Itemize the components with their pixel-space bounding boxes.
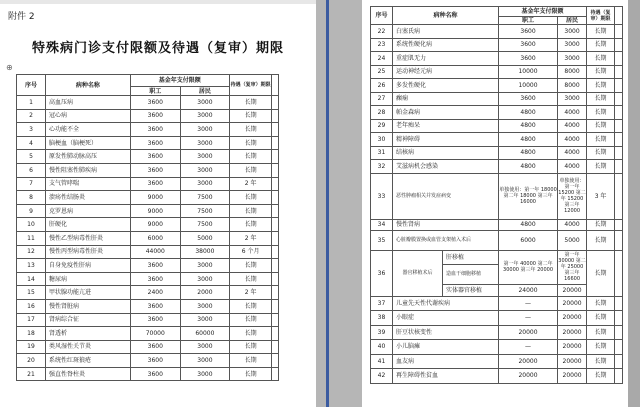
- row-seq: 20: [17, 354, 46, 368]
- row-disease: 运动神经元病: [393, 65, 499, 79]
- row-period: 长期: [229, 123, 271, 137]
- row-period: 长期: [587, 133, 615, 147]
- table-row: [371, 296, 623, 311]
- header-period: 待遇（复审）期限: [229, 75, 271, 96]
- row-resident: 3000: [180, 177, 229, 191]
- row-period: 长期: [587, 38, 615, 52]
- row-period: 长期: [587, 79, 615, 93]
- row-worker: 3600: [130, 367, 180, 381]
- row-resident: 20000: [558, 340, 587, 355]
- row-seq: 37: [371, 296, 393, 311]
- row-seq: 27: [371, 92, 393, 106]
- row-disease: 强直性脊柱炎: [45, 367, 130, 381]
- row-worker: 24000: [499, 284, 558, 296]
- row-seq: 13: [17, 259, 46, 273]
- row-disease: 重症肌无力: [393, 52, 499, 66]
- row-disease: 肾病综合征: [45, 313, 130, 327]
- table-row: [371, 133, 623, 147]
- table-row: [17, 367, 279, 381]
- row-disease: 高血压病: [45, 96, 130, 110]
- row-seq: 16: [17, 299, 46, 313]
- row-resident: 2000: [180, 286, 229, 300]
- row-disease: 支气管哮喘: [45, 177, 130, 191]
- row-worker: 第一年 40000 第二年 30000 第三年 20000: [499, 250, 558, 284]
- row-seq: 11: [17, 231, 46, 245]
- row-resident: 3000: [180, 163, 229, 177]
- row-resident: 4000: [558, 219, 587, 230]
- row-disease: 小眼症: [393, 311, 499, 326]
- row-period: 长期: [229, 299, 271, 313]
- table-row: [371, 65, 623, 79]
- row-disease: 自身免疫性肝病: [45, 259, 130, 273]
- row-period: 长期: [587, 219, 615, 230]
- row-resident: 3000: [180, 259, 229, 273]
- row-seq: 38: [371, 311, 393, 326]
- row-seq: 29: [371, 119, 393, 133]
- row-worker: 20000: [499, 369, 558, 384]
- row-worker: 20000: [499, 354, 558, 369]
- row-period: 长期: [229, 367, 271, 381]
- row-seq: 22: [371, 25, 393, 39]
- row-seq: 30: [371, 133, 393, 147]
- table-row: [371, 79, 623, 93]
- row-period: 长期: [587, 160, 615, 174]
- table-row: [17, 96, 279, 110]
- row-disease: 甲状腺功能亢进: [45, 286, 130, 300]
- row-seq: 32: [371, 160, 393, 174]
- row-disease: 脑梗血（脑梗死）: [45, 136, 130, 150]
- row-seq: 12: [17, 245, 46, 259]
- header-resident: 居民: [180, 87, 229, 96]
- row-disease: 精神障碍: [393, 133, 499, 147]
- row-worker: 3600: [130, 136, 180, 150]
- row-worker: 3600: [130, 354, 180, 368]
- row-period: 长期: [587, 354, 615, 369]
- page-ruler: [0, 0, 316, 4]
- row-worker: —: [499, 340, 558, 355]
- row-disease: 血友病: [393, 354, 499, 369]
- row-disease: 帕金森病: [393, 106, 499, 120]
- table-row: [371, 92, 623, 106]
- row-period: 6 个月: [229, 245, 271, 259]
- table-row: [17, 177, 279, 191]
- row-period: 长期: [229, 163, 271, 177]
- row-resident: 3000: [180, 272, 229, 286]
- row-period: 长期: [229, 96, 271, 110]
- row-worker: 20000: [499, 325, 558, 340]
- row-seq: 19: [17, 340, 46, 354]
- row-seq: 17: [17, 313, 46, 327]
- row-disease: 类风湿性关节炎: [45, 340, 130, 354]
- row-worker: 3600: [130, 313, 180, 327]
- row-seq: 14: [17, 272, 46, 286]
- row-resident: 4000: [558, 106, 587, 120]
- row-seq: 24: [371, 52, 393, 66]
- row-worker: 3600: [130, 177, 180, 191]
- table-row: [17, 218, 279, 232]
- table-row: [17, 299, 279, 313]
- row-period: 3 年: [587, 173, 615, 219]
- row-worker: 9000: [130, 204, 180, 218]
- row-seq: 18: [17, 327, 46, 341]
- row-disease: 老年痴呆: [393, 119, 499, 133]
- row-resident: 8000: [558, 65, 587, 79]
- row-resident: 20000: [558, 325, 587, 340]
- row-disease: 儿童先天性代谢疾病: [393, 296, 499, 311]
- row-resident: 3000: [558, 38, 587, 52]
- row-resident: 3000: [180, 136, 229, 150]
- row-seq: 23: [371, 38, 393, 52]
- table-row: [371, 52, 623, 66]
- table-row: [17, 354, 279, 368]
- table-row: [371, 354, 623, 369]
- row-disease: 慢性乙型病毒性肝炎: [45, 231, 130, 245]
- row-resident: 20000: [558, 354, 587, 369]
- row-worker: 6000: [499, 230, 558, 250]
- row-period: 长期: [229, 150, 271, 164]
- row-seq: 33: [371, 173, 393, 219]
- header-seq: 序号: [17, 75, 46, 96]
- row-worker: 4800: [499, 119, 558, 133]
- header-seq: 序号: [371, 7, 393, 25]
- row-period: 长期: [587, 311, 615, 326]
- table-row: [17, 245, 279, 259]
- row-period: 长期: [229, 354, 271, 368]
- row-resident: 20000: [558, 284, 587, 296]
- table-row: [17, 313, 279, 327]
- row-disease: 小儿脑瘫: [393, 340, 499, 355]
- row-seq: 15: [17, 286, 46, 300]
- row-resident: 38000: [180, 245, 229, 259]
- row-disease: 艾滋病机会感染: [393, 160, 499, 174]
- row-period: 长期: [587, 65, 615, 79]
- row-worker: 6000: [130, 231, 180, 245]
- table-row: [371, 146, 623, 160]
- row-resident: 3000: [180, 123, 229, 137]
- row-seq: 2: [17, 109, 46, 123]
- row-disease: 慢性阻塞性肺疾病: [45, 163, 130, 177]
- row-worker: 4800: [499, 133, 558, 147]
- row-disease: 器官移植术后: [393, 250, 443, 296]
- row-resident: 20000: [558, 311, 587, 326]
- table-row: [17, 340, 279, 354]
- row-period: 长期: [587, 369, 615, 384]
- row-resident: 第一年 30000 第二年 25000 第三年 16600: [558, 252, 586, 282]
- row-resident: 3000: [180, 367, 229, 381]
- row-seq: 36: [371, 250, 393, 296]
- row-disease: 心功能不全: [45, 123, 130, 137]
- row-period: 长期: [587, 92, 615, 106]
- row-period: 长期: [587, 106, 615, 120]
- row-resident: 4000: [558, 119, 587, 133]
- row-period: 长期: [229, 218, 271, 232]
- table-row: [17, 259, 279, 273]
- header-disease: 病种名称: [393, 7, 499, 25]
- row-resident: 3000: [558, 52, 587, 66]
- row-disease: 结核病: [393, 146, 499, 160]
- row-disease: 多发性硬化: [393, 79, 499, 93]
- table-row: [17, 191, 279, 205]
- row-seq: 1: [17, 96, 46, 110]
- row-disease: 心脏瓣膜置换或血管支架植入术后: [393, 230, 499, 250]
- row-period: 长期: [587, 325, 615, 340]
- table-row: [17, 327, 279, 341]
- table-row: [17, 109, 279, 123]
- row-period: 长期: [229, 109, 271, 123]
- row-seq: 35: [371, 230, 393, 250]
- row-seq: 40: [371, 340, 393, 355]
- row-worker: 4800: [499, 160, 558, 174]
- row-seq: 26: [371, 79, 393, 93]
- row-disease: 克罗恩病: [45, 204, 130, 218]
- row-worker: 9000: [130, 191, 180, 205]
- row-resident: 8000: [558, 79, 587, 93]
- table-row: [371, 250, 623, 264]
- row-disease: 白塞氏病: [393, 25, 499, 39]
- row-worker: 单独使用：第一年 18000 第二年 18000 第三年 16000: [499, 173, 558, 219]
- row-period: 长期: [587, 250, 615, 296]
- table-row: [371, 160, 623, 174]
- row-period: 长期: [587, 296, 615, 311]
- row-disease: 再生障碍性贫血: [393, 369, 499, 384]
- row-resident: 5000: [180, 231, 229, 245]
- row-resident: 7500: [180, 218, 229, 232]
- row-worker: 70000: [130, 327, 180, 341]
- table-row: [17, 286, 279, 300]
- header-worker: 职工: [499, 17, 558, 25]
- row-resident: 3000: [180, 313, 229, 327]
- row-worker: 3600: [130, 340, 180, 354]
- row-period: 长期: [229, 327, 271, 341]
- row-worker: 10000: [499, 65, 558, 79]
- row-worker: 3600: [130, 109, 180, 123]
- row-resident: 3000: [180, 96, 229, 110]
- row-resident: 3000: [180, 109, 229, 123]
- document-page-left: [0, 0, 316, 407]
- limits-table-left: [16, 74, 279, 381]
- row-resident: 7500: [180, 204, 229, 218]
- row-period: 长期: [587, 340, 615, 355]
- row-subtype: 造血干细胞移植: [443, 264, 499, 284]
- header-fund: 基金年支付限额: [499, 7, 587, 17]
- row-resident: 20000: [558, 369, 587, 384]
- page-separator: [326, 0, 329, 407]
- row-period: 2 年: [229, 286, 271, 300]
- row-resident: 4000: [558, 160, 587, 174]
- row-period: 长期: [587, 230, 615, 250]
- row-worker: 3600: [499, 25, 558, 39]
- row-period: 长期: [229, 313, 271, 327]
- row-disease: 冠心病: [45, 109, 130, 123]
- table-row: [371, 369, 623, 384]
- row-resident: 单独使用：第一年 15200 第二年 15200 第三年 12000: [558, 173, 587, 219]
- row-resident: 3000: [180, 299, 229, 313]
- row-worker: 2400: [130, 286, 180, 300]
- row-period: 长期: [229, 340, 271, 354]
- table-row: [17, 204, 279, 218]
- row-disease: 癫痫: [393, 92, 499, 106]
- header-resident: 居民: [558, 17, 587, 25]
- table-row: [371, 119, 623, 133]
- table-row: [371, 311, 623, 326]
- row-disease: 肾透析: [45, 327, 130, 341]
- table-row: [371, 25, 623, 39]
- row-disease: 系统性红斑狼疮: [45, 354, 130, 368]
- row-seq: 5: [17, 150, 46, 164]
- row-resident: 3000: [180, 354, 229, 368]
- row-worker: 3600: [130, 299, 180, 313]
- table-row: [17, 231, 279, 245]
- row-resident: 20000: [558, 296, 587, 311]
- document-title: 特殊病门诊支付限额及待遇（复审）期限: [31, 41, 284, 56]
- row-disease: 慢性丙型病毒性肝炎: [45, 245, 130, 259]
- row-resident: 3000: [558, 25, 587, 39]
- table-row: [17, 150, 279, 164]
- row-worker: 10000: [499, 79, 558, 93]
- row-worker: 3600: [130, 96, 180, 110]
- row-disease: 恶性肿瘤相关并发症病变: [393, 173, 499, 219]
- table-move-handle[interactable]: ⊕: [6, 63, 13, 72]
- row-seq: 7: [17, 177, 46, 191]
- row-disease: 溃疡性结肠炎: [45, 191, 130, 205]
- row-resident: 3000: [180, 150, 229, 164]
- page-gap: [316, 0, 362, 407]
- table-row: [371, 173, 623, 219]
- row-seq: 28: [371, 106, 393, 120]
- row-seq: 8: [17, 191, 46, 205]
- row-period: 2 年: [229, 177, 271, 191]
- table-row: [17, 123, 279, 137]
- row-seq: 31: [371, 146, 393, 160]
- row-seq: 4: [17, 136, 46, 150]
- row-resident: 4000: [558, 146, 587, 160]
- row-period: 长期: [587, 146, 615, 160]
- row-seq: 41: [371, 354, 393, 369]
- table-row: [371, 219, 623, 230]
- header-worker: 职工: [130, 87, 180, 96]
- row-resident: 4000: [558, 133, 587, 147]
- row-period: 长期: [229, 259, 271, 273]
- row-worker: 3600: [499, 92, 558, 106]
- row-worker: 3600: [130, 259, 180, 273]
- row-disease: 原发性肺动脉高压: [45, 150, 130, 164]
- table-row: [17, 136, 279, 150]
- row-resident: 7500: [180, 191, 229, 205]
- header-disease: 病种名称: [45, 75, 130, 96]
- row-resident: 3000: [180, 340, 229, 354]
- row-subtype: 实体器官移植: [443, 284, 499, 296]
- row-period: 长期: [229, 191, 271, 205]
- row-worker: 4800: [499, 219, 558, 230]
- row-worker: —: [499, 296, 558, 311]
- row-worker: 4800: [499, 146, 558, 160]
- row-worker: 3600: [130, 150, 180, 164]
- row-worker: 9000: [130, 218, 180, 232]
- row-worker: 44000: [130, 245, 180, 259]
- row-subtype: 肝移植: [443, 250, 499, 264]
- row-disease: 糖尿病: [45, 272, 130, 286]
- row-period: 长期: [587, 25, 615, 39]
- table-row: [371, 38, 623, 52]
- row-disease: 慢性肾脏病: [45, 299, 130, 313]
- table-row: [371, 230, 623, 250]
- row-seq: 21: [17, 367, 46, 381]
- row-worker: 3600: [130, 163, 180, 177]
- limits-table-right: [370, 6, 623, 384]
- header-fund: 基金年支付限额: [130, 75, 229, 87]
- row-resident: 60000: [180, 327, 229, 341]
- row-worker: 3600: [499, 52, 558, 66]
- row-period: 长期: [229, 204, 271, 218]
- row-seq: 42: [371, 369, 393, 384]
- table-row: [17, 272, 279, 286]
- row-worker: 3600: [499, 38, 558, 52]
- row-period: 长期: [229, 272, 271, 286]
- annex-label: 附件 2: [8, 12, 35, 22]
- row-worker: —: [499, 311, 558, 326]
- row-seq: 25: [371, 65, 393, 79]
- row-seq: 10: [17, 218, 46, 232]
- row-disease: 系统性硬化病: [393, 38, 499, 52]
- row-period: 长期: [587, 52, 615, 66]
- row-period: 长期: [587, 119, 615, 133]
- row-disease: 肝硬化: [45, 218, 130, 232]
- row-resident: 3000: [558, 92, 587, 106]
- row-seq: 3: [17, 123, 46, 137]
- row-period: 长期: [229, 136, 271, 150]
- row-seq: 34: [371, 219, 393, 230]
- table-row: [17, 163, 279, 177]
- table-row: [371, 325, 623, 340]
- table-row: [371, 340, 623, 355]
- header-period: 待遇（复审）期限: [587, 7, 615, 25]
- table-row: [371, 106, 623, 120]
- row-period: 2 年: [229, 231, 271, 245]
- row-disease: 慢性肾病: [393, 219, 499, 230]
- row-disease: 肝豆状核变性: [393, 325, 499, 340]
- row-seq: 39: [371, 325, 393, 340]
- row-worker: 3600: [130, 272, 180, 286]
- row-resident: 5000: [558, 230, 587, 250]
- row-worker: 3600: [130, 123, 180, 137]
- row-seq: 9: [17, 204, 46, 218]
- row-worker: 4800: [499, 106, 558, 120]
- row-seq: 6: [17, 163, 46, 177]
